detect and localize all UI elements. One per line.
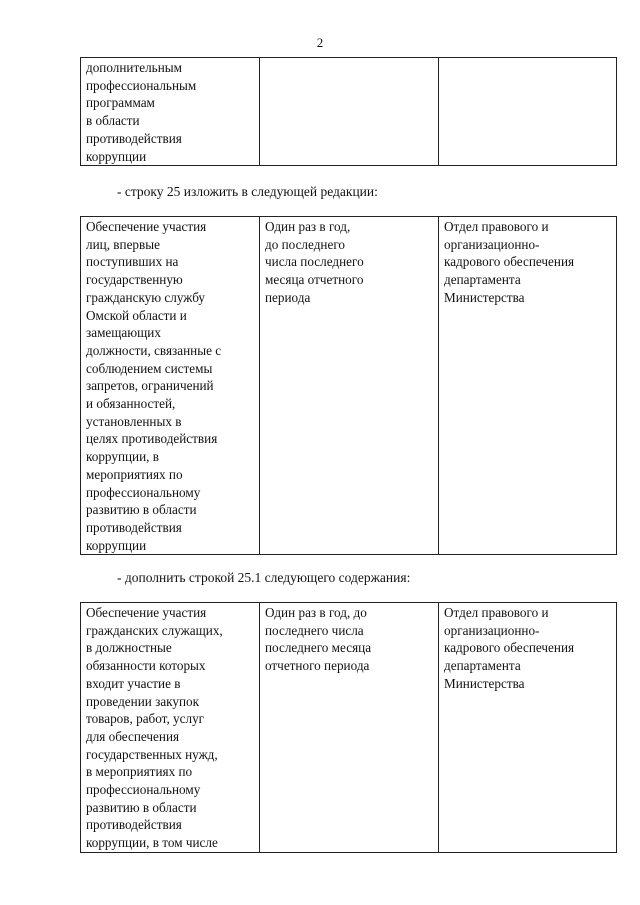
page-number: 2 <box>316 35 324 50</box>
table-row-25-1 <box>80 602 617 853</box>
table-row <box>81 217 617 555</box>
table-row <box>81 603 617 853</box>
table-cell-deadline: Один раз в год, до последнего числа последнего месяца отчетного периода <box>260 217 439 555</box>
instruction-row-25: - строку 25 изложить в следующей редакции: <box>117 184 378 199</box>
table-fragment <box>80 57 617 166</box>
table-row-25 <box>80 216 617 555</box>
table-cell-responsible: Отдел правового и организационно- кадрового обеспечения департамента Министерства <box>439 603 617 853</box>
instruction-row-25-1: - дополнить строкой 25.1 следующего содержания: <box>117 570 411 585</box>
table-cell-responsible <box>439 58 617 166</box>
table-cell-measure: дополнительным профессиональным программам в области противодействия коррупции <box>81 58 260 166</box>
table-cell-deadline: Один раз в год, до последнего числа последнего месяца отчетного периода <box>260 603 439 853</box>
table-cell-measure: Обеспечение участия лиц, впервые поступивших на государственную гражданскую службу Омской области и замещающих должности, связанные с соблюдением системы запретов, ограничений и обязанностей, установленных в целях противодействия коррупции, в мероприятиях по профессиональному развитию в области противодействия коррупции <box>81 217 260 555</box>
table-cell-deadline <box>260 58 439 166</box>
table-cell-measure: Обеспечение участия гражданских служащих, в должностные обязанности которых входит участие в проведении закупок товаров, работ, услуг для обеспечения государственных нужд, в мероприятиях по профессиональному развитию в области противодействия коррупции, в том числе <box>81 603 260 853</box>
table-cell-responsible: Отдел правового и организационно- кадрового обеспечения департамента Министерства <box>439 217 617 555</box>
table-row <box>81 58 617 166</box>
